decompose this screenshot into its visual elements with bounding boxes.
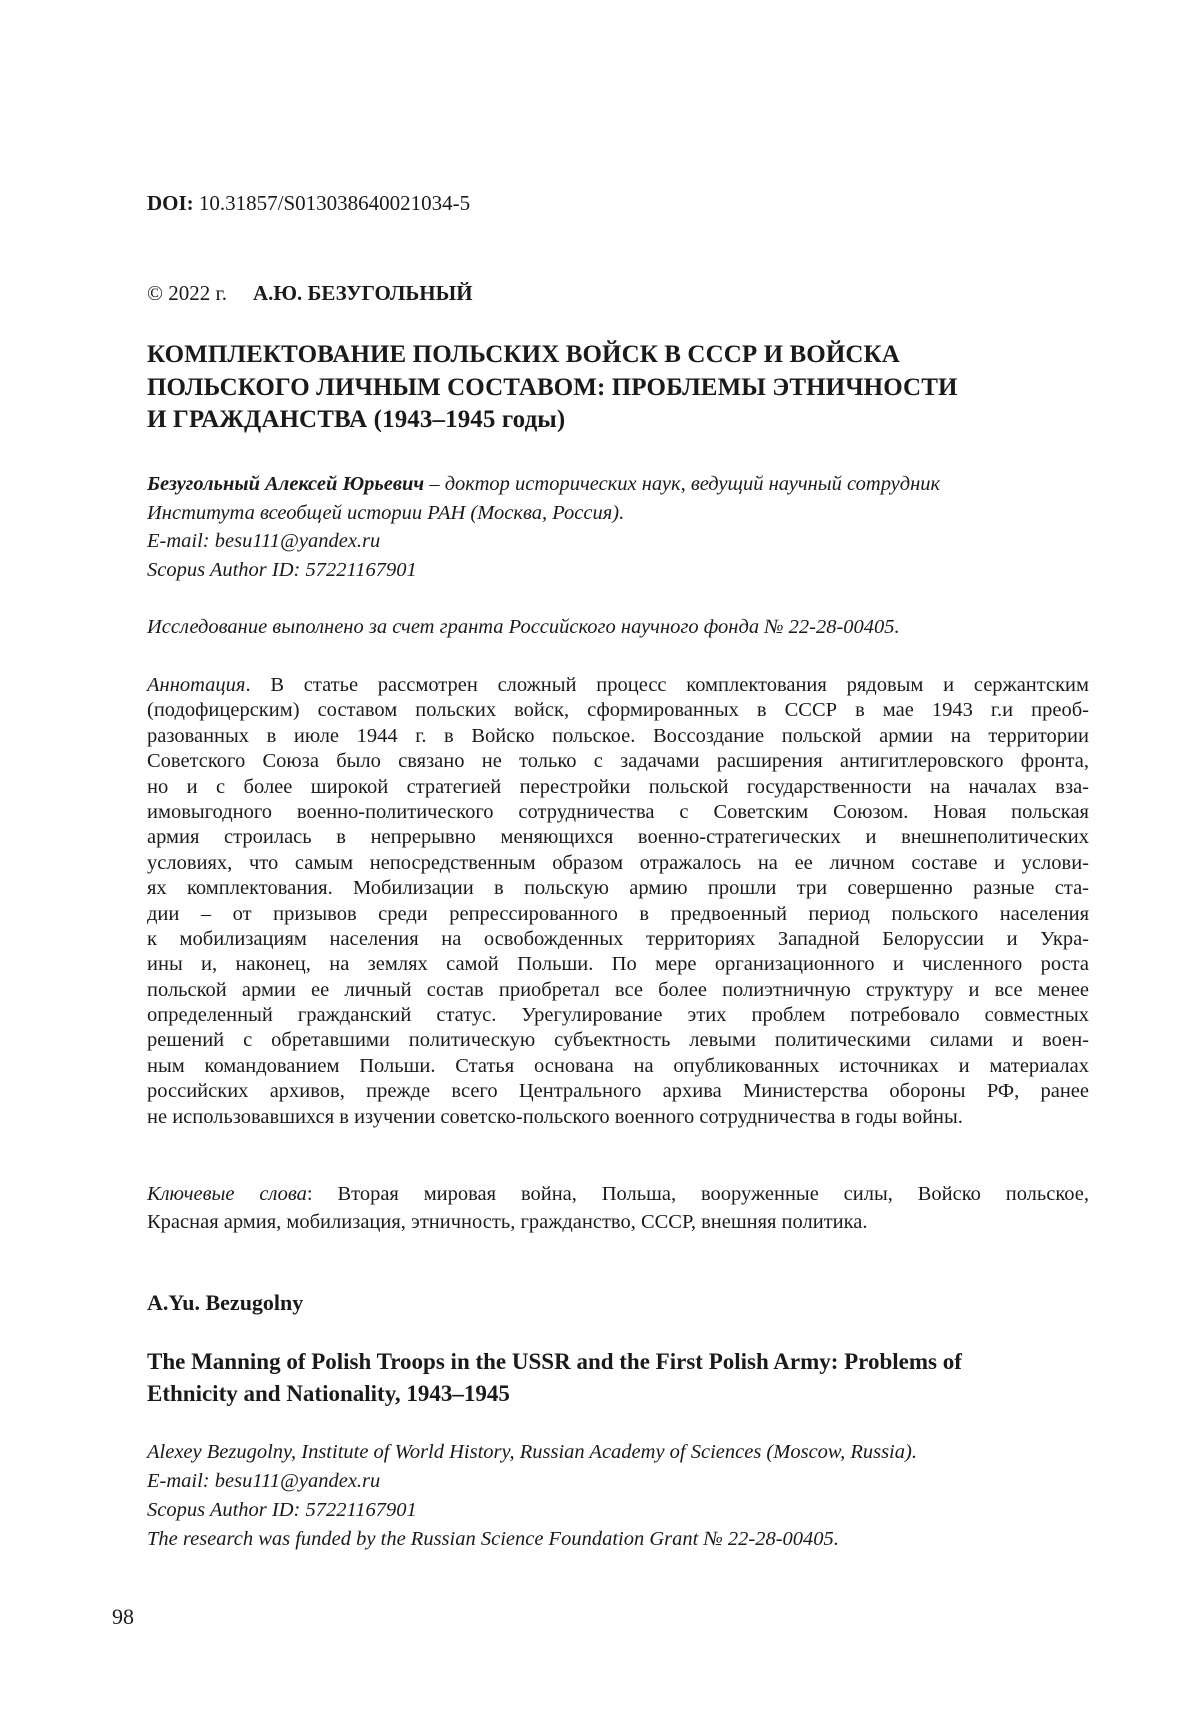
author-info-en [147,1438,1089,1554]
abstract-line: имовыгодного военно-политического сотрудничества с Советским Союзом. Новая польская [147,800,1089,823]
abstract-line: ным командованием Польши. Статья основана на опубликованных источниках и материалах [147,1054,1089,1077]
title-en-line: Ethnicity and Nationality, 1943–1945 [147,1381,510,1406]
keywords-line: Красная армия, мобилизация, этничность, гражданство, СССР, внешняя политика. [147,1211,868,1233]
article-title-en [147,1346,1089,1410]
abstract-line: определенный гражданский статус. Урегулирование этих проблем потребовало совместных [147,1004,1089,1027]
doi-value: 10.31857/S013038640021034-5 [198,191,471,215]
abstract-line: разованных в июле 1944 г. в Войско польское. Воссоздание польской армии на территории [147,724,1089,747]
abstract-line: ях комплектования. Мобилизации в польскую армию прошли три совершенно разные ста- [147,877,1089,900]
info-en-scopus: Scopus Author ID: 57221167901 [147,1499,417,1521]
article-title-ru [147,339,1087,437]
abstract-line: Аннотация. В статье рассмотрен сложный процесс комплектования рядовым и сержантским [147,674,1089,696]
title-en-line: The Manning of Polish Troops in the USSR and the First Polish Army: Problems of [147,1349,962,1374]
abstract-line: условиях, что самым непосредственным образом отражалось на ее личном составе и услови- [147,851,1089,874]
page-number: 98 [112,1604,134,1629]
author-institute-ru: Института всеобщей истории РАН (Москва, Россия). [147,501,625,524]
title-ru-line: КОМПЛЕКТОВАНИЕ ПОЛЬСКИХ ВОЙСК В СССР И ВОЙСКА [147,341,900,368]
abstract-line: ины и, наконец, на землях самой Польши. По мере организационного и численного роста [147,953,1089,976]
abstract-line: Советского Союза было связано не только с задачами расширения антигитлеровского фронта, [147,750,1089,773]
author-scopus-ru: Scopus Author ID: 57221167901 [147,558,417,581]
abstract-line: решений с обретавшими политическую субъектность левыми политическими силами и воен- [147,1029,1089,1052]
abstract-line: российских архивов, прежде всего Центрального архива Министерства обороны РФ, ранее [147,1080,1089,1103]
abstract-label: Аннотация [147,674,246,696]
abstract-line: (подофицерским) составом польских войск, сформированных в СССР в мае 1943 г.и преоб- [147,699,1089,722]
doi-line [147,191,470,216]
info-en-grant: The research was funded by the Russian Science Foundation Grant № 22-28-00405. [147,1528,839,1550]
abstract-line: не использовавшихся в изучении советско-польского военного сотрудничества в годы войны. [147,1105,963,1128]
abstract-line: польской армии ее личный состав приобретал все более полиэтничную структуру и все менее [147,978,1089,1001]
keywords: Ключевые слова: Вторая мировая война, Польша, вооруженные силы, Войско польское, Красная армия, мобилизация, этничность, гражданство, СССР, внешняя политика. [147,1180,1089,1236]
abstract-line: но и с более широкой стратегией перестройки польской государственности на началах вза- [147,775,1089,798]
info-en-email: E-mail: besu111@yandex.ru [147,1470,381,1492]
doi-label: DOI: [147,191,194,215]
title-ru-line: И ГРАЖДАНСТВА (1943–1945 годы) [147,406,566,433]
author-position-ru: – доктор исторических наук, ведущий научный сотрудник [424,473,941,495]
abstract-line: армия строилась в непрерывно меняющихся военно-стратегических и внешнеполитических [147,826,1089,849]
info-en-affiliation: Alexey Bezugolny, Institute of World History, Russian Academy of Sciences (Moscow, Russia). [147,1441,917,1463]
author-en: A.Yu. Bezugolny [147,1290,304,1315]
author-info-ru [147,470,1087,584]
title-ru-line: ПОЛЬСКОГО ЛИЧНЫМ СОСТАВОМ: ПРОБЛЕМЫ ЭТНИЧНОСТИ [147,373,958,401]
abstract-line: к мобилизациям населения на освобожденных территориях Западной Белоруссии и Укра- [147,927,1089,950]
copyright-line [147,281,473,306]
author-name-ru: Безугольный Алексей Юрьевич [147,473,425,495]
abstract-line: дии – от призывов среди репрессированного в предвоенный период польского населения [147,902,1089,925]
abstract [147,673,1089,1130]
copyright-year: © 2022 г. [147,281,227,305]
author-email-ru: E-mail: besu111@yandex.ru [147,530,381,552]
keywords-label: Ключевые слова [147,1183,307,1205]
copyright-author: А.Ю. БЕЗУГОЛЬНЫЙ [252,281,473,305]
grant-ru: Исследование выполнено за счет гранта Российского научного фонда № 22-28-00405. [147,616,900,638]
